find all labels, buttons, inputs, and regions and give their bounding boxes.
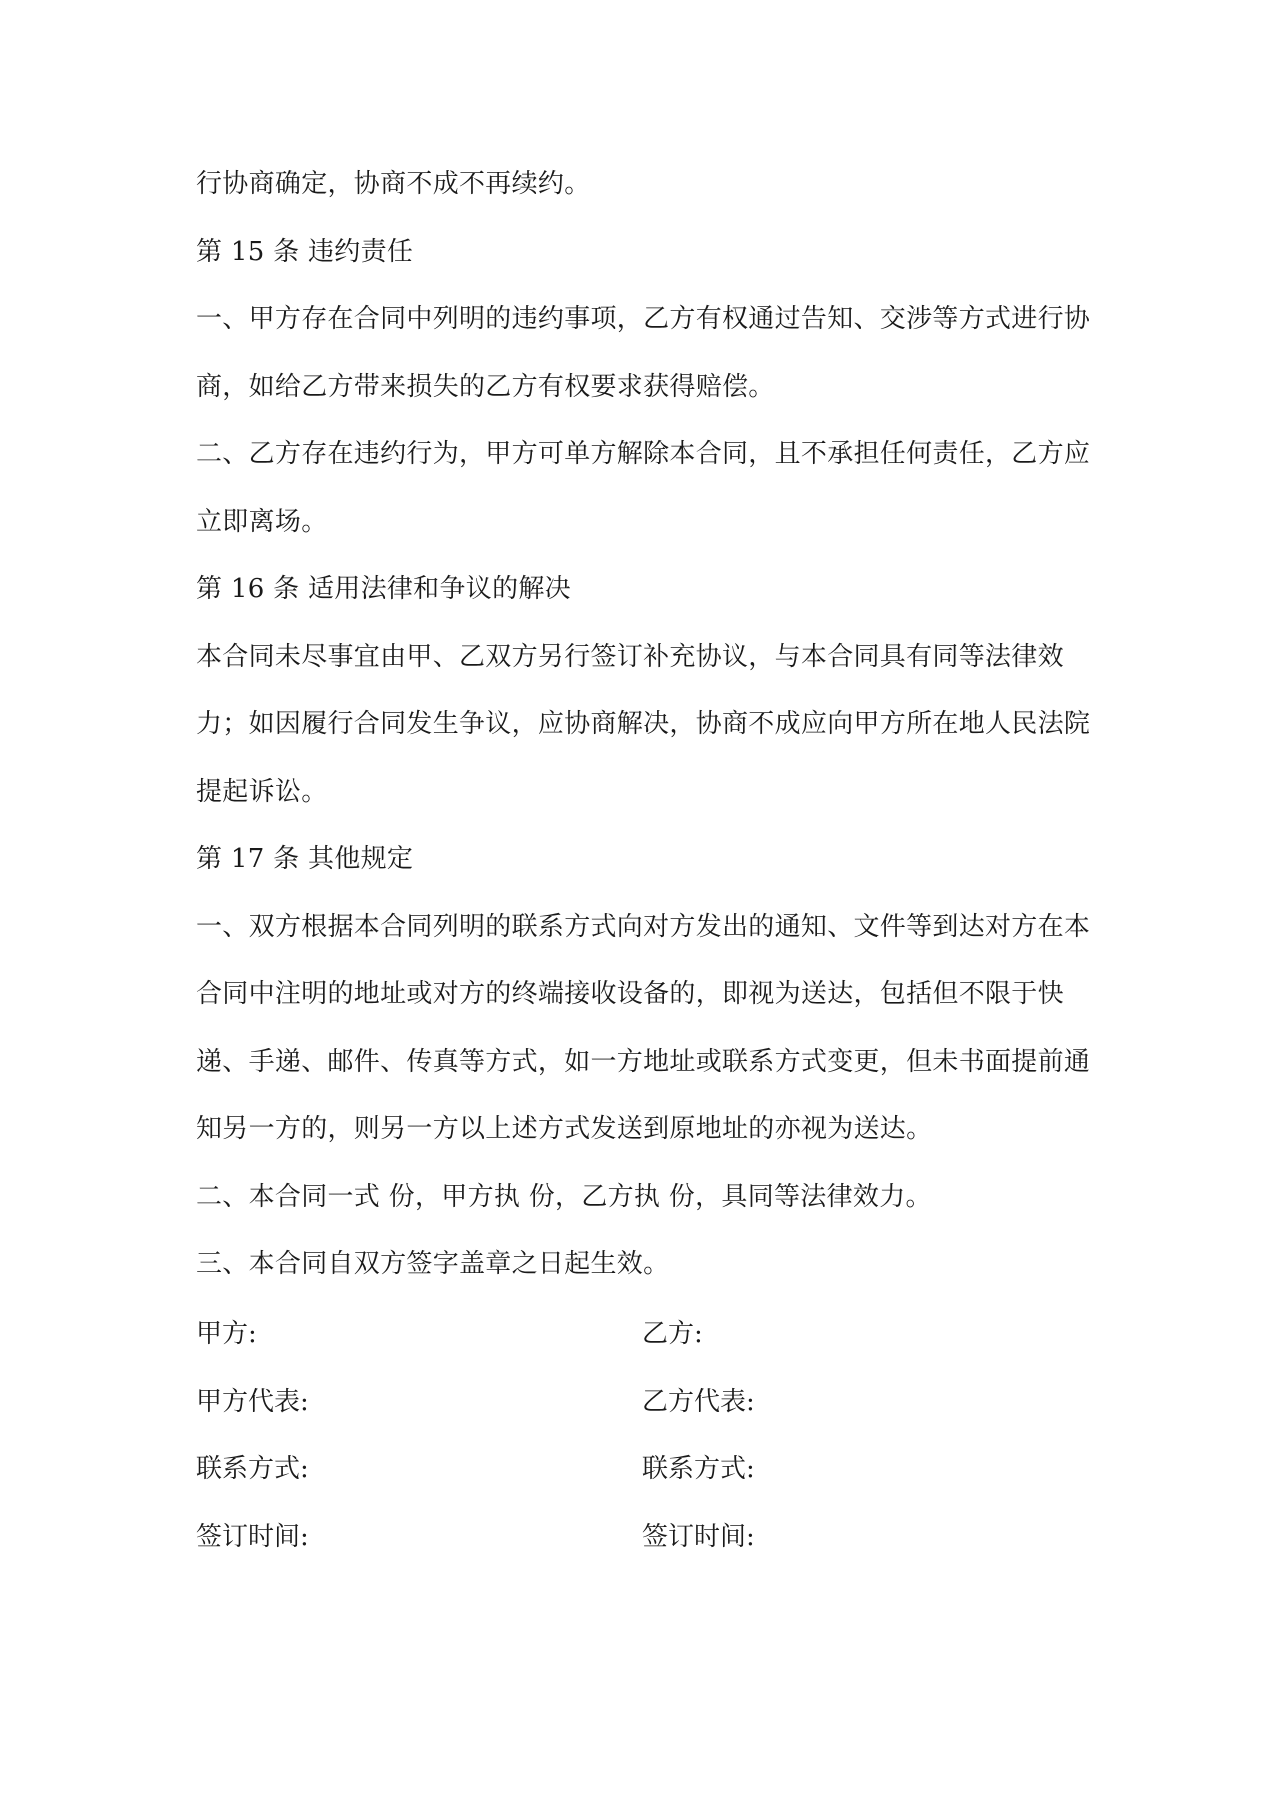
- clause-14-continuation: 行协商确定，协商不成不再续约。: [196, 169, 591, 199]
- signature-block: [196, 1315, 1086, 1585]
- party-b-label: 乙方:: [642, 1319, 703, 1349]
- article-17-item-2: 二、本合同一式 份，甲方执 份，乙方执 份，具同等法律效力。: [196, 1181, 932, 1212]
- article-17-item-1-line-1: 一、双方根据本合同列明的联系方式向对方发出的通知、文件等到达对方在本: [196, 911, 1091, 942]
- party-a-sign-date-label: 签订时间:: [196, 1521, 309, 1552]
- party-b-contact-label: 联系方式:: [642, 1454, 755, 1484]
- article-15-item-2-line-1: 二、乙方存在违约行为，甲方可单方解除本合同，且不承担任何责任，乙方应: [196, 439, 1091, 469]
- article-15-item-1-line-1: 一、甲方存在合同中列明的违约事项，乙方有权通过告知、交涉等方式进行协: [196, 304, 1091, 334]
- article-15-item-2-line-2: 立即离场。: [196, 506, 328, 537]
- contract-body: [196, 165, 1091, 1313]
- party-a-contact-label: 联系方式:: [196, 1454, 309, 1484]
- signature-row-representative: [196, 1383, 1086, 1451]
- article-16-para-line-1: 本合同未尽事宜由甲、乙双方另行签订补充协议，与本合同具有同等法律效: [196, 641, 1064, 672]
- article-17-item-1-line-2: 合同中注明的地址或对方的终端接收设备的，即视为送达，包括但不限于快: [196, 979, 1064, 1009]
- party-b-sign-date-label: 签订时间:: [642, 1521, 755, 1552]
- party-a-label: 甲方:: [196, 1319, 257, 1349]
- article-17-item-1-line-3: 递、手递、邮件、传真等方式，如一方地址或联系方式变更，但未书面提前通: [196, 1046, 1091, 1077]
- signature-row-contact: [196, 1450, 1086, 1518]
- article-16-heading: 第 16 条 适用法律和争议的解决: [196, 574, 571, 604]
- article-15-heading: 第 15 条 违约责任: [196, 236, 414, 267]
- article-16-para-line-3: 提起诉讼。: [196, 776, 328, 807]
- article-16-para-line-2: 力；如因履行合同发生争议，应协商解决，协商不成应向甲方所在地人民法院: [196, 709, 1091, 739]
- signature-row-date: [196, 1518, 1086, 1586]
- article-17-item-3: 三、本合同自双方签字盖章之日起生效。: [196, 1249, 670, 1279]
- article-17-item-1-line-4: 知另一方的，则另一方以上述方式发送到原地址的亦视为送达。: [196, 1114, 933, 1144]
- article-15-item-1-line-2: 商，如给乙方带来损失的乙方有权要求获得赔偿。: [196, 371, 775, 402]
- party-b-representative-label: 乙方代表:: [642, 1386, 755, 1417]
- party-a-representative-label: 甲方代表:: [196, 1386, 309, 1417]
- article-17-heading: 第 17 条 其他规定: [196, 844, 414, 874]
- signature-row-party: [196, 1315, 1086, 1383]
